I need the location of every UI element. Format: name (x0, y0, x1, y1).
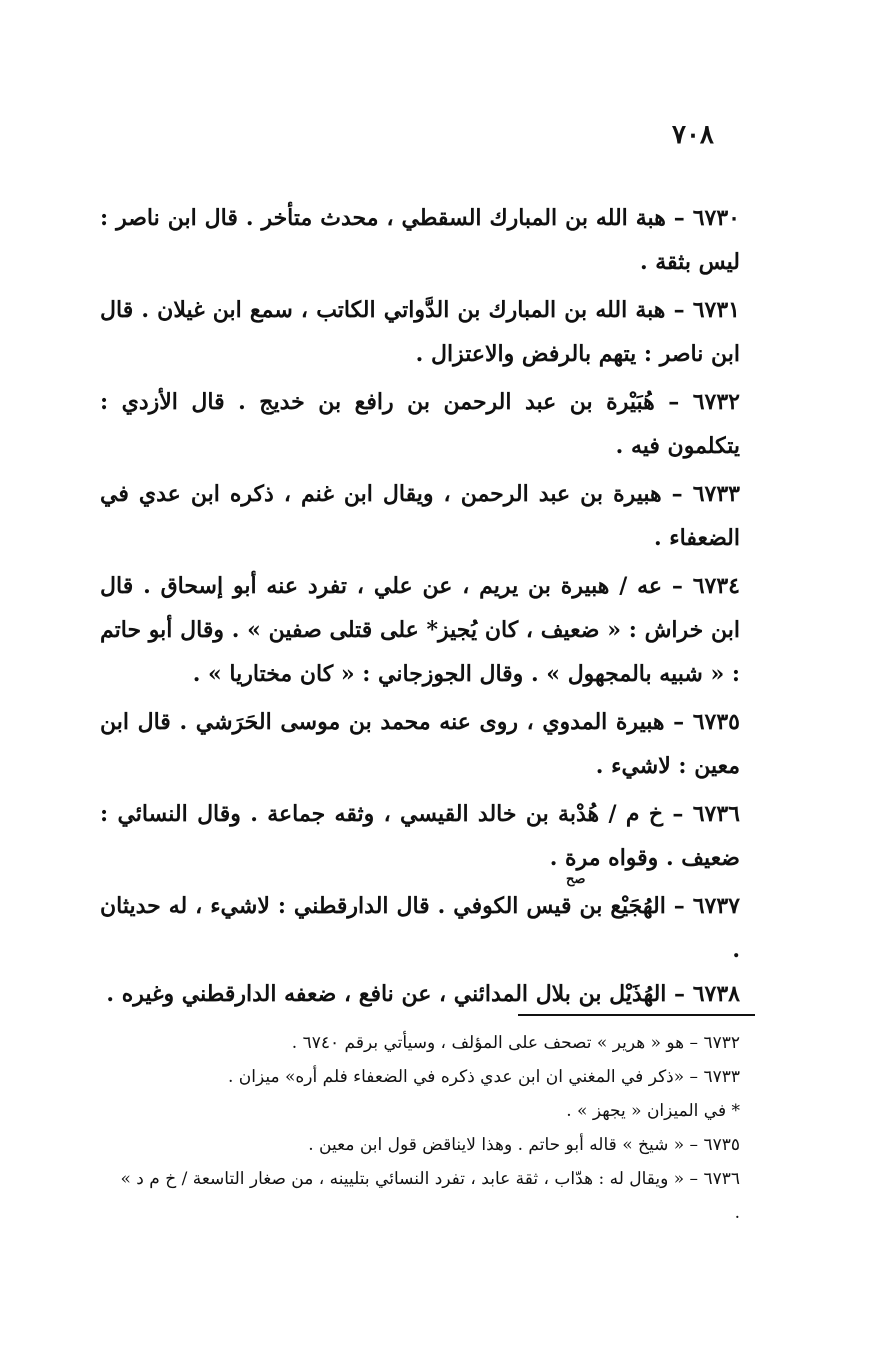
entry-6732: ٦٧٣٢ – هُبَيْرة بن عبد الرحمن بن رافع بن خديج . قال الأزدي : يتكلمون فيه . (100, 389, 740, 459)
footnote-asterisk: * في الميزان « يجهز » . (566, 1101, 740, 1121)
footnotes (120, 1026, 740, 1230)
footnote-6735: ٦٧٣٥ – « شيخ » قاله أبو حاتم . وهذا لايناقض قول ابن معين . (308, 1135, 740, 1155)
entry-6730: ٦٧٣٠ – هبة الله بن المبارك السقطي ، محدث متأخر . قال ابن ناصر : ليس بثقة . (100, 205, 740, 275)
footnote-6732: ٦٧٣٢ – هو « هرير » تصحف على المؤلف ، وسيأتي برقم ٦٧٤٠ . (291, 1033, 740, 1053)
entry-6738: ٦٧٣٨ – الهُذَيْل بن بلال المدائني ، عن نافع ، ضعفه الدارقطني وغيره . (106, 981, 740, 1007)
entry-6731: ٦٧٣١ – هبة الله بن المبارك بن الدَّواتي الكاتب ، سمع ابن غيلان . قال ابن ناصر : يتهم بالرفض والاعتزال . (100, 297, 740, 367)
entry-6733: ٦٧٣٣ – هبيرة بن عبد الرحمن ، ويقال ابن غنم ، ذكره ابن عدي في الضعفاء . (100, 481, 740, 551)
entry-6735: ٦٧٣٥ – هبيرة المدوي ، روى عنه محمد بن موسى الحَرَشي . قال ابن معين : لاشيء . (100, 709, 740, 779)
footnote-6736: ٦٧٣٦ – « ويقال له : هدّاب ، ثقة عابد ، تفرد النسائي بتليينه ، من صغار التاسعة / خ م د » . (120, 1169, 740, 1223)
footnote-6733: ٦٧٣٣ – «ذكر في المغني ان ابن عدي ذكره في الضعفاء فلم أره» ميزان . (227, 1067, 740, 1087)
page-number: ٧٠٨ (672, 120, 714, 150)
entries-list (100, 196, 740, 1016)
footnote-divider (518, 1014, 755, 1016)
correction-mark: صح (566, 872, 586, 887)
entry-6737: ٦٧٣٧ – الهُجَيْع بن قيس الكوفي . قال الدارقطني : لاشيء ، له حديثان . (100, 893, 740, 963)
entry-6736: ٦٧٣٦ – خ م / هُدْبة بن خالد القيسي ، وثقه جماعة . وقال النسائي : ضعيف . وقواه مرة . (100, 801, 740, 871)
entry-6734: ٦٧٣٤ – عه / هبيرة بن يريم ، عن علي ، تفرد عنه أبو إسحاق . قال ابن خراش : « ضعيف ، كان يُجيز* على قتلى صفين » . وقال أبو حاتم : « شبيه بالمجهول » . وقال الجوزجاني : « كان مختاريا » . (100, 573, 740, 687)
